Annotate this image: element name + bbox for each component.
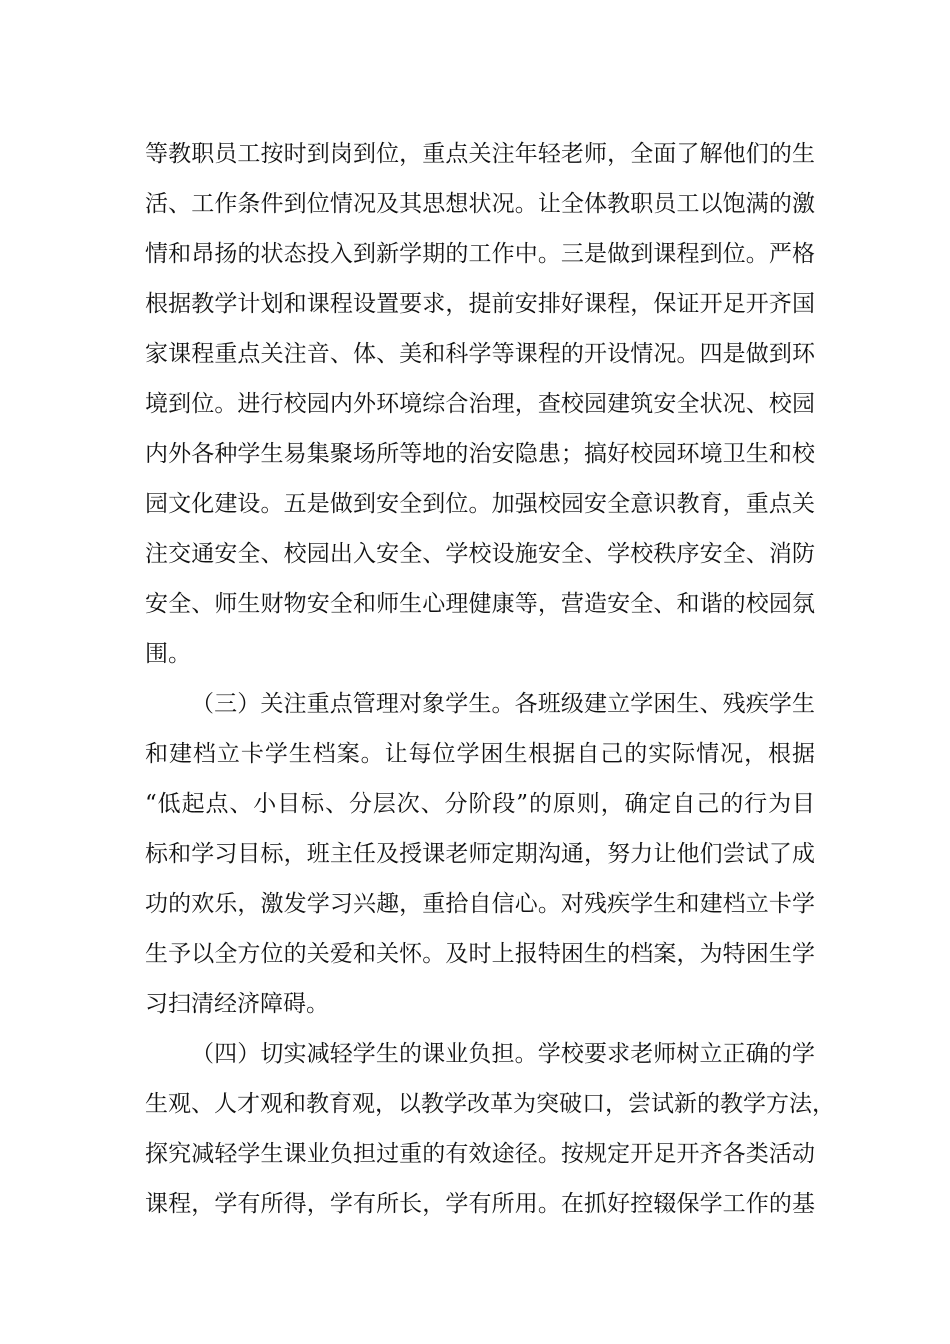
text-line: 活、工作条件到位情况及其思想状况。让全体教职员工以饱满的激 xyxy=(145,191,815,217)
text-line: 境到位。进行校园内外环境综合治理，查校园建筑安全状况、校园 xyxy=(145,391,815,417)
text-line: 功的欢乐，激发学习兴趣，重拾自信心。对残疾学生和建档立卡学 xyxy=(145,891,815,917)
text-line: 课程，学有所得，学有所长，学有所用。在抓好控辍保学工作的基 xyxy=(145,1191,815,1217)
text-line: 注交通安全、校园出入安全、学校设施安全、学校秩序安全、消防 xyxy=(145,541,815,567)
text-line: 等教职员工按时到岗到位，重点关注年轻老师，全面了解他们的生 xyxy=(145,141,815,167)
text-line: 安全、师生财物安全和师生心理健康等，营造安全、和谐的校园氛 xyxy=(145,591,815,617)
text-line: 园文化建设。五是做到安全到位。加强校园安全意识教育，重点关 xyxy=(145,491,815,517)
text-line: 生予以全方位的关爱和关怀。及时上报特困生的档案，为特困生学 xyxy=(145,941,815,967)
text-line: 和建档立卡学生档案。让每位学困生根据自己的实际情况，根据 xyxy=(145,741,815,767)
text-line: 情和昂扬的状态投入到新学期的工作中。三是做到课程到位。严格 xyxy=(145,241,815,267)
text-line: 根据教学计划和课程设置要求，提前安排好课程，保证开足开齐国 xyxy=(145,291,815,317)
text-line: “低起点、小目标、分层次、分阶段”的原则，确定自己的行为目 xyxy=(145,791,815,817)
text-line: 探究减轻学生课业负担过重的有效途径。按规定开足开齐各类活动 xyxy=(145,1141,815,1167)
text-line: 围。 xyxy=(145,641,191,667)
text-line: 习扫清经济障碍。 xyxy=(145,991,329,1017)
text-line: 标和学习目标，班主任及授课老师定期沟通，努力让他们尝试了成 xyxy=(145,841,815,867)
text-line: 生观、人才观和教育观，以教学改革为突破口，尝试新的教学方法， xyxy=(145,1091,835,1117)
text-line: 内外各种学生易集聚场所等地的治安隐患；搞好校园环境卫生和校 xyxy=(145,441,815,467)
text-line: （三）关注重点管理对象学生。各班级建立学困生、残疾学生 xyxy=(191,691,815,717)
text-line: 家课程重点关注音、体、美和科学等课程的开设情况。四是做到环 xyxy=(145,341,815,367)
text-line: （四）切实减轻学生的课业负担。学校要求老师树立正确的学 xyxy=(191,1041,815,1067)
